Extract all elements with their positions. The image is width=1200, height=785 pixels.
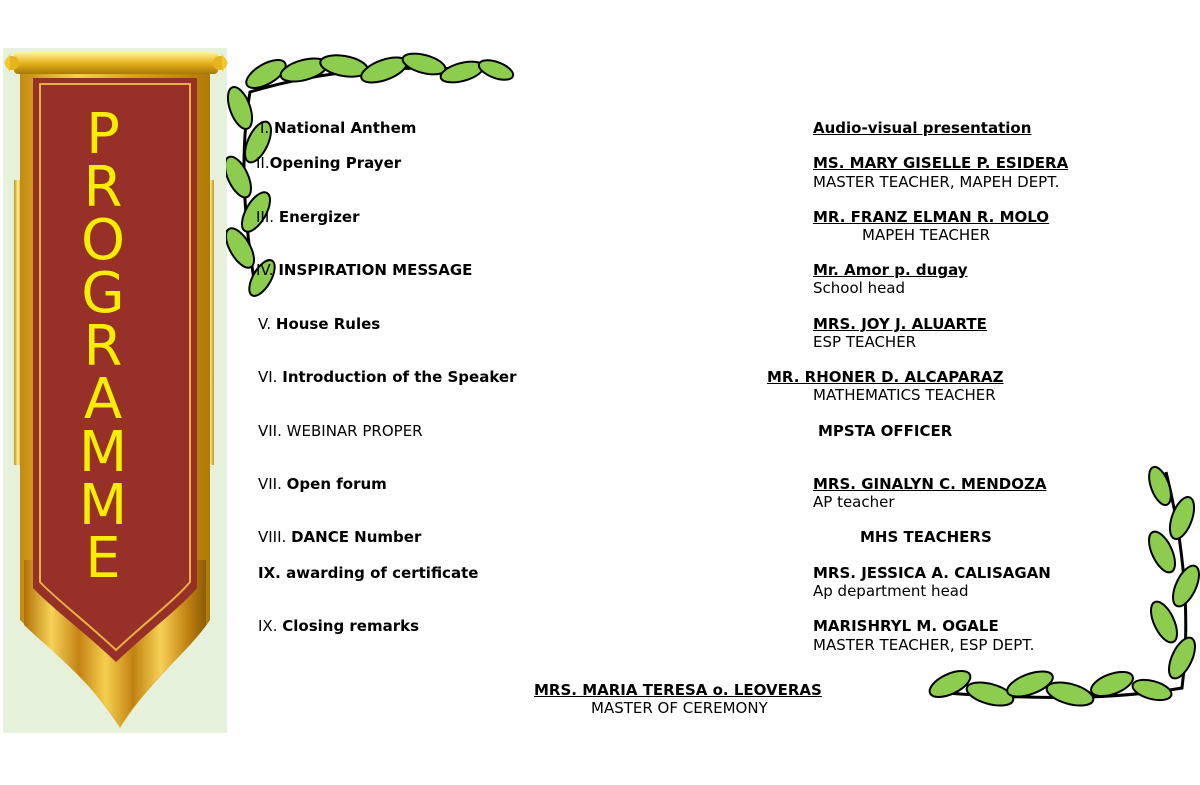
item-number: IX. [258, 564, 281, 582]
item-number: III. [256, 208, 275, 226]
item-person: MPSTA OFFICER [818, 422, 953, 440]
item-role: ESP TEACHER [813, 333, 917, 351]
item-person: MR. RHONER D. ALCAPARAZ [767, 368, 1004, 386]
item-role: MATHEMATICS TEACHER [813, 386, 996, 404]
item-title: DANCE Number [291, 528, 422, 546]
item-number: I. [260, 119, 270, 137]
banner-letter: O [80, 208, 126, 273]
item-person: Audio-visual presentation [813, 119, 1032, 137]
banner-letter: R [83, 314, 123, 379]
item-person: MRS. GINALYN C. MENDOZA [813, 475, 1047, 493]
programme-item [256, 208, 360, 226]
programme-item [256, 261, 472, 279]
item-number: IV. [256, 261, 274, 279]
programme-item [258, 475, 387, 493]
programme-item [258, 368, 516, 386]
item-title: Introduction of the Speaker [282, 368, 517, 386]
item-title: Opening Prayer [269, 154, 402, 172]
item-number: V. [258, 315, 272, 333]
item-person: MR. FRANZ ELMAN R. MOLO [813, 208, 1050, 226]
item-title: INSPIRATION MESSAGE [278, 261, 473, 279]
banner-letter: A [83, 367, 123, 432]
banner-letter: P [86, 102, 120, 167]
banner-letter: R [83, 155, 123, 220]
programme-item [258, 315, 380, 333]
item-person: Mr. Amor p. dugay [813, 261, 968, 279]
item-title: Open forum [286, 475, 387, 493]
item-title: Energizer [278, 208, 360, 226]
item-role: Ap department head [813, 582, 969, 600]
item-title: awarding of certificate [286, 564, 479, 582]
item-title: WEBINAR PROPER [286, 422, 423, 440]
programme-item [258, 564, 478, 582]
master-of-ceremony-name: MRS. MARIA TERESA o. LEOVERAS [534, 681, 822, 699]
item-number: VIII. [258, 528, 287, 546]
banner-letter: E [85, 526, 121, 591]
banner-letter: M [78, 473, 128, 538]
item-title: House Rules [275, 315, 381, 333]
item-person: MARISHRYL M. OGALE [813, 617, 999, 635]
item-role: MASTER TEACHER, MAPEH DEPT. [813, 173, 1060, 191]
banner-letter: G [81, 261, 125, 326]
programme-item [258, 617, 419, 635]
item-person: MS. MARY GISELLE P. ESIDERA [813, 154, 1069, 172]
programme-item [258, 422, 423, 440]
item-person: MHS TEACHERS [860, 528, 992, 546]
item-number: VII. [258, 422, 282, 440]
programme-item [256, 154, 401, 172]
item-role: MAPEH TEACHER [862, 226, 991, 244]
item-title: National Anthem [273, 119, 417, 137]
item-role: MASTER TEACHER, ESP DEPT. [813, 636, 1035, 654]
item-number: IX. [258, 617, 278, 635]
item-person: MRS. JESSICA A. CALISAGAN [813, 564, 1051, 582]
banner-letter: M [78, 420, 128, 485]
item-role: AP teacher [813, 493, 895, 511]
programme-item [258, 528, 421, 546]
item-role: School head [813, 279, 906, 297]
item-title: Closing remarks [282, 617, 420, 635]
item-person: MRS. JOY J. ALUARTE [813, 315, 987, 333]
item-number: II. [256, 154, 270, 172]
item-number: VI. [258, 368, 278, 386]
programme-item [260, 119, 416, 137]
item-number: VII. [258, 475, 282, 493]
master-of-ceremony-role: MASTER OF CEREMONY [591, 699, 768, 717]
banner-title [63, 102, 143, 591]
